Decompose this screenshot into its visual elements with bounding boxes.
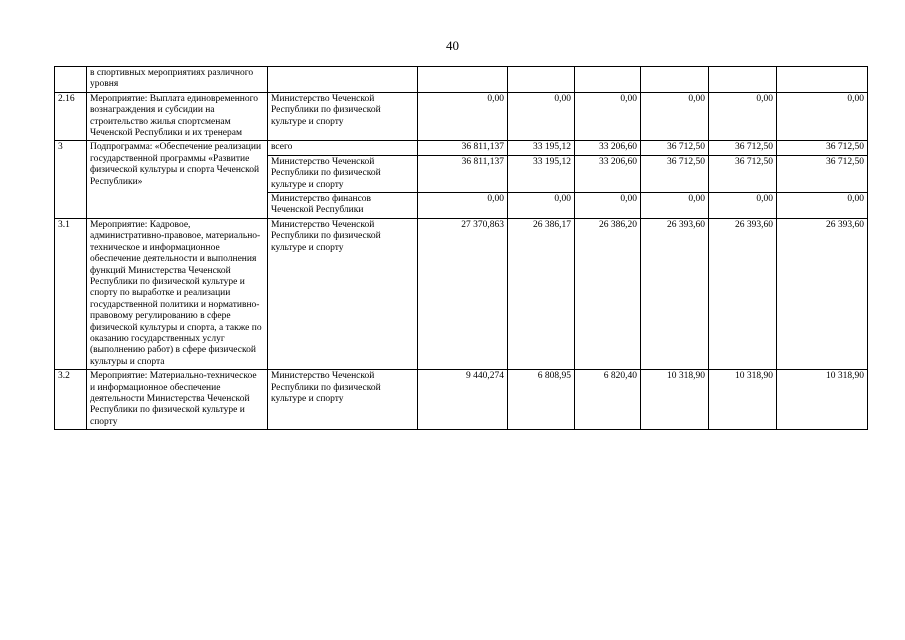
row-value: 9 440,274 bbox=[418, 370, 508, 430]
table-row bbox=[55, 141, 868, 155]
row-value bbox=[508, 67, 575, 93]
row-value bbox=[418, 67, 508, 93]
row-value: 36 712,50 bbox=[709, 141, 777, 155]
row-value: 0,00 bbox=[575, 193, 641, 219]
row-code: 2.16 bbox=[55, 92, 87, 141]
row-value: 26 386,20 bbox=[575, 218, 641, 369]
row-value: 36 712,50 bbox=[709, 155, 777, 192]
row-value: 0,00 bbox=[641, 193, 709, 219]
row-value bbox=[709, 67, 777, 93]
row-value: 36 712,50 bbox=[777, 141, 868, 155]
row-responsible: Министерство Чеченской Республики по физической культуре и спорту bbox=[268, 218, 418, 369]
row-value: 33 195,12 bbox=[508, 141, 575, 155]
row-name: Мероприятие: Кадровое, административно-правовое, материально-техническое и информационное обеспечение деятельности и выполнения функций Министерства Чеченской Республики по физической культуре и спорту по выработке и реализации государственной политики и нормативно-правовому регулированию в сфере физической культуры и спорта, а также по оказанию государственных услуг (выполнению работ) в сфере физической культуры и спорта bbox=[87, 218, 268, 369]
row-value: 36 712,50 bbox=[641, 155, 709, 192]
table-row bbox=[55, 218, 868, 369]
row-value: 33 206,60 bbox=[575, 141, 641, 155]
row-value: 36 811,137 bbox=[418, 155, 508, 192]
row-responsible: всего bbox=[268, 141, 418, 155]
row-value: 26 393,60 bbox=[641, 218, 709, 369]
table-row bbox=[55, 370, 868, 430]
row-value: 27 370,863 bbox=[418, 218, 508, 369]
row-value: 36 811,137 bbox=[418, 141, 508, 155]
row-value: 10 318,90 bbox=[709, 370, 777, 430]
row-value bbox=[641, 67, 709, 93]
row-value: 10 318,90 bbox=[641, 370, 709, 430]
row-value: 0,00 bbox=[508, 92, 575, 141]
row-value: 0,00 bbox=[777, 193, 868, 219]
table-row bbox=[55, 92, 868, 141]
row-value: 0,00 bbox=[508, 193, 575, 219]
budget-table bbox=[54, 66, 868, 430]
row-value: 0,00 bbox=[418, 193, 508, 219]
row-value: 0,00 bbox=[709, 193, 777, 219]
row-value: 26 393,60 bbox=[709, 218, 777, 369]
row-value: 0,00 bbox=[641, 92, 709, 141]
row-value: 36 712,50 bbox=[641, 141, 709, 155]
row-value: 0,00 bbox=[575, 92, 641, 141]
row-name: Мероприятие: Выплата единовременного вознаграждения и субсидии на строительство жилья спортсменам Чеченской Республики и их тренерам bbox=[87, 92, 268, 141]
row-value: 6 808,95 bbox=[508, 370, 575, 430]
table-row bbox=[55, 67, 868, 93]
row-value bbox=[777, 67, 868, 93]
row-value: 6 820,40 bbox=[575, 370, 641, 430]
row-code bbox=[55, 67, 87, 93]
row-value bbox=[575, 67, 641, 93]
row-value: 0,00 bbox=[418, 92, 508, 141]
row-responsible: Министерство Чеченской Республики по физической культуре и спорту bbox=[268, 370, 418, 430]
row-value: 33 206,60 bbox=[575, 155, 641, 192]
row-responsible: Министерство финансов Чеченской Республики bbox=[268, 193, 418, 219]
row-responsible: Министерство Чеченской Республики по физической культуре и спорту bbox=[268, 155, 418, 192]
row-name: в спортивных мероприятиях различного уровня bbox=[87, 67, 268, 93]
page-number: 40 bbox=[446, 38, 459, 53]
row-code: 3 bbox=[55, 141, 87, 218]
row-value: 33 195,12 bbox=[508, 155, 575, 192]
row-value: 36 712,50 bbox=[777, 155, 868, 192]
row-value: 26 386,17 bbox=[508, 218, 575, 369]
row-responsible bbox=[268, 67, 418, 93]
row-value: 0,00 bbox=[777, 92, 868, 141]
row-value: 10 318,90 bbox=[777, 370, 868, 430]
row-code: 3.1 bbox=[55, 218, 87, 369]
row-value: 26 393,60 bbox=[777, 218, 868, 369]
row-value: 0,00 bbox=[709, 92, 777, 141]
row-code: 3.2 bbox=[55, 370, 87, 430]
row-responsible: Министерство Чеченской Республики по физической культуре и спорту bbox=[268, 92, 418, 141]
row-name: Подпрограмма: «Обеспечение реализации государственной программы «Развитие физической культуры и спорта Чеченской Республики» bbox=[87, 141, 268, 218]
row-name: Мероприятие: Материально-техническое и информационное обеспечение деятельности Министерства Чеченской Республики по физической культуре и спорту bbox=[87, 370, 268, 430]
